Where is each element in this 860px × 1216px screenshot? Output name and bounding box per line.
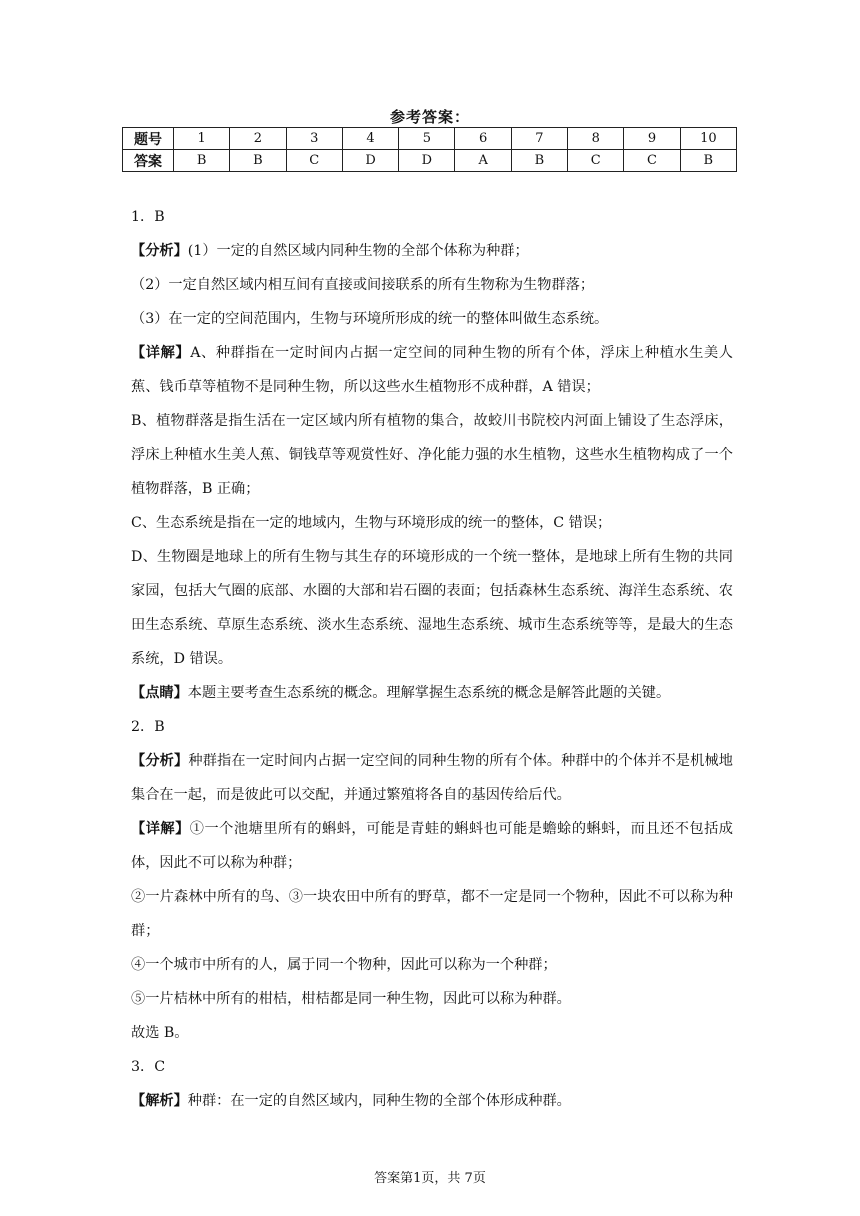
- section-tag: 【解析】: [131, 1093, 188, 1109]
- paragraph-text: 故选 B。: [131, 1025, 189, 1041]
- paragraph-text: 种群：在一定的自然区域内，同种生物的全部个体形成种群。: [187, 1093, 571, 1109]
- section-tag: 【详解】: [131, 821, 190, 837]
- paragraph: [131, 744, 733, 812]
- paragraph: [131, 880, 733, 948]
- question-number-cell: 7: [511, 128, 567, 150]
- question-number-cell: 10: [680, 128, 736, 150]
- paragraph: [131, 1050, 733, 1084]
- paragraph: [131, 1084, 733, 1118]
- paragraph: [131, 812, 733, 880]
- question-number-row: [123, 128, 737, 150]
- paragraph-text: ④一个城市中所有的人，属于同一个物种，因此可以称为一个种群；: [131, 957, 557, 973]
- answer-cell: C: [568, 150, 624, 172]
- paragraph-text: （3）在一定的空间范围内，生物与环境所形成的统一的整体叫做生态系统。: [131, 311, 609, 327]
- answer-cell: B: [680, 150, 736, 172]
- paragraph: [131, 948, 733, 982]
- answer-cell: D: [399, 150, 455, 172]
- section-tag: 【详解】: [131, 345, 191, 361]
- answer-cell: A: [455, 150, 511, 172]
- paragraph-text: ⑤一片桔林中所有的柑桔，柑桔都是同一种生物，因此可以称为种群。: [131, 991, 571, 1007]
- paragraph: [131, 540, 733, 676]
- paragraph-text: 3．C: [131, 1059, 166, 1075]
- section-tag: 【分析】: [131, 753, 189, 769]
- paragraph: [131, 336, 733, 404]
- paragraph: [131, 982, 733, 1016]
- answer-explanations: [131, 200, 733, 1118]
- paragraph: [131, 676, 733, 710]
- paragraph-text: （2）一定自然区域内相互间有直接或间接联系的所有生物称为生物群落；: [131, 277, 595, 293]
- page-footer: 答案第1页，共 7页: [374, 1171, 486, 1186]
- paragraph-text: B、植物群落是指生活在一定区域内所有植物的集合，故蛟川书院校内河面上铺设了生态浮床，浮床上种植水生美人蕉、铜钱草等观赏性好、净化能力强的水生植物，这些水生植物构成了一个植物群落，B 正确；: [131, 413, 733, 497]
- question-number-cell: 9: [624, 128, 680, 150]
- question-number-cell: 6: [455, 128, 511, 150]
- section-tag: 【点睛】: [131, 685, 188, 701]
- section-tag: 【分析】: [131, 243, 188, 259]
- paragraph: [131, 710, 733, 744]
- answer-cell: B: [174, 150, 230, 172]
- question-number-cell: 5: [399, 128, 455, 150]
- paragraph-text: 2．B: [131, 719, 165, 735]
- answer-cell: C: [624, 150, 680, 172]
- paragraph: [131, 200, 733, 234]
- row-label: 题号: [123, 128, 174, 150]
- answer-cell: B: [511, 150, 567, 172]
- answer-cell: B: [230, 150, 286, 172]
- question-number-cell: 1: [174, 128, 230, 150]
- answer-row: [123, 150, 737, 172]
- paragraph: [131, 1016, 733, 1050]
- paragraph-text: ①一个池塘里所有的蝌蚪，可能是青蛙的蝌蚪也可能是蟾蜍的蝌蚪，而且还不包括成体，因此不可以称为种群；: [131, 821, 733, 871]
- paragraph: [131, 404, 733, 506]
- answer-cell: D: [342, 150, 398, 172]
- paragraph-text: ②一片森林中所有的鸟、③一块农田中所有的野草，都不一定是同一个物种，因此不可以称为种群；: [131, 889, 733, 939]
- paragraph: [131, 234, 733, 268]
- answer-cell: C: [286, 150, 342, 172]
- paragraph-text: (1）一定的自然区域内同种生物的全部个体称为种群；: [187, 243, 529, 259]
- paragraph: [131, 302, 733, 336]
- paragraph: [131, 268, 733, 302]
- paragraph-text: A、种群指在一定时间内占据一定空间的同种生物的所有个体，浮床上种植水生美人蕉、钱币草等植物不是同种生物，所以这些水生植物形不成种群，A 错误；: [131, 345, 733, 395]
- paragraph-text: C、生态系统是指在一定的地域内，生物与环境形成的统一的整体，C 错误；: [131, 515, 612, 531]
- paragraph: [131, 506, 733, 540]
- row-label: 答案: [123, 150, 174, 172]
- question-number-cell: 3: [286, 128, 342, 150]
- question-number-cell: 8: [568, 128, 624, 150]
- answer-table: [122, 127, 737, 172]
- question-number-cell: 4: [342, 128, 398, 150]
- page-title: 参考答案：: [389, 108, 470, 126]
- question-number-cell: 2: [230, 128, 286, 150]
- paragraph-text: D、生物圈是地球上的所有生物与其生存的环境形成的一个统一整体，是地球上所有生物的共同家园，包括大气圈的底部、水圈的大部和岩石圈的表面；包括森林生态系统、海洋生态系统、农田生态系统、草原生态系统、淡水生态系统、湿地生态系统、城市生态系统等等，是最大的生态系统，D 错误。: [131, 549, 733, 667]
- paragraph-text: 种群指在一定时间内占据一定空间的同种生物的所有个体。种群中的个体并不是机械地集合在一起，而是彼此可以交配，并通过繁殖将各自的基因传给后代。: [131, 753, 733, 803]
- paragraph-text: 1．B: [131, 209, 165, 225]
- paragraph-text: 本题主要考查生态系统的概念。理解掌握生态系统的概念是解答此题的关键。: [187, 685, 671, 701]
